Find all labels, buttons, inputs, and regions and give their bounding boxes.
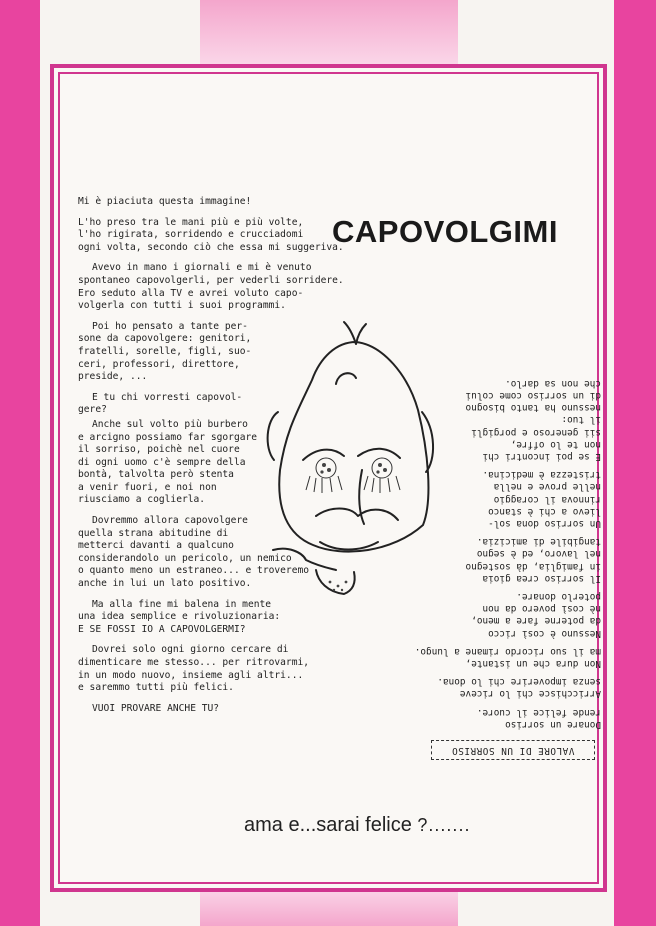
paragraph-7: Ma alla fine mi balena in mente una idea semplice e rivoluzionaria: E SE FOSSI IO A CAPOVOLGERMI? [78, 598, 281, 635]
poem-stanza-4: Nessuno è così ricco da poterne fare a meno, nè così povero da non poterlo donare. [471, 590, 601, 639]
poem-stanza-5: Il sorriso crea gioia in famiglia, dà sostegno nel lavoro, ed è segno tangibile di amicizia. [465, 536, 601, 584]
slogan-question-mark: ?....... [417, 815, 471, 835]
paragraph-2: Avevo in mano i giornali e mi è venuto spontaneo capovolgerli, per vederli sorridere. Ero seduto alla TV e avrei voluto capo- volgerla con tutti i suoi programmi. [78, 262, 344, 312]
poem-stanza-3: Non dura che un istante, ma il suo ricordo rimane a lungo. [414, 645, 601, 669]
paragraph-1: L'ho preso tra le mani più e più volte, l'ho rigirata, sorridendo e crucciadomi ogni volta, secondo ciò che essa mi suggeriva. [78, 216, 344, 253]
poem-stanza-6: Un sorriso dona sol- lievo a chi è stanco rinnova il coraggio nelle prove e nella tristezza è medicina. [482, 469, 601, 529]
paragraph-4: E tu chi vorresti capovol- gere? [78, 391, 243, 416]
paragraph-3: Poi ho pensato a tante per- sone da capovolgere: genitori, fratelli, sorelle, figli, suo- ceri, professori, direttore, preside, ... [78, 320, 252, 383]
left-magenta-band [0, 0, 40, 926]
paragraph-6: Dovremmo allora capovolgere quella strana abitudine di metterci davanti a qualcuno considerandolo un pericolo, un nemico o quanto meno un estraneo... e troveremo anche in lui un lato positivo. [78, 515, 310, 590]
poem-stanza-7: E se poi incontri chi non te lo offre, sii generoso e porgigli il tuo: nessuno ha tanto bisogno di un sorriso come colui che non sa darlo. [465, 377, 601, 462]
poem-title: VALORE DI UN SORRISO [451, 745, 575, 756]
reversible-face-drawing [258, 320, 438, 620]
right-magenta-band [614, 0, 656, 926]
slogan-text: ama e...sarai felice [244, 814, 412, 836]
paragraph-5: Anche sul volto più burbero e arcigno possiamo far sgorgare il sorriso, poichè nel cuore di ogni uomo c'è sempre della bontà, talvolta però stenta a venir fuori, e noi non riusciamo a coglierla. [78, 418, 258, 506]
paragraph-8: Dovrei solo ogni giorno cercare di dimenticare me stesso... per ritrovarmi, in un modo nuovo, insieme agli altri... e saremmo tutti più felici. [78, 644, 310, 694]
page-title: CAPOVOLGIMI [332, 214, 558, 249]
bottom-pink-band [200, 886, 458, 926]
closing-slogan [244, 814, 470, 837]
intro-line: Mi è piaciuta questa immagine! [78, 196, 252, 207]
poem-stanza-1: Donare un sorriso rende felice il cuore. [476, 706, 601, 730]
top-pink-band [200, 0, 458, 68]
poem-title-box [431, 740, 595, 760]
closing-question: VUOI PROVARE ANCHE TU? [92, 702, 220, 714]
poem-stanza-2: Arricchisce chi lo riceve senza impoverire chi lo dona. [437, 676, 601, 700]
